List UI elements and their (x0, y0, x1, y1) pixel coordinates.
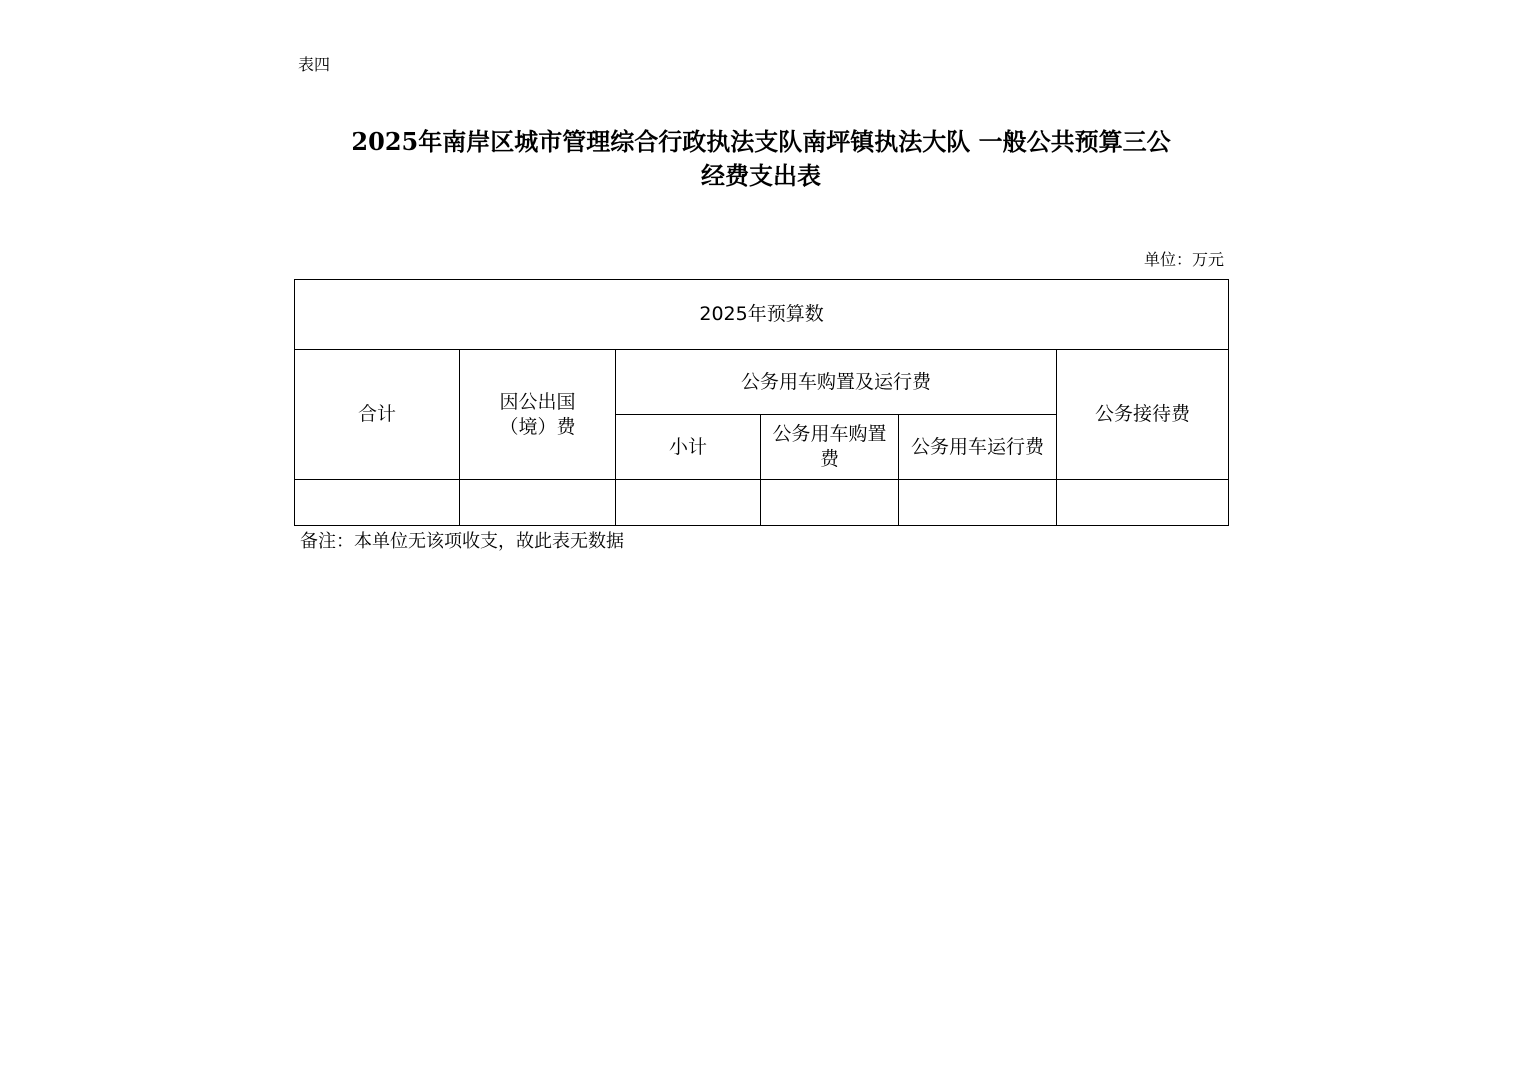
header-vehicle-group: 公务用车购置及运行费 (616, 350, 1057, 415)
data-cell-subtotal (616, 480, 761, 526)
table-header-row-top (295, 280, 1229, 350)
document-title (296, 125, 1226, 193)
header-vehicle-purchase-line1: 公务用车购置 (772, 423, 887, 445)
title-line-2: 经费支出表 (701, 161, 821, 190)
group-header-cell: 2025年预算数 (295, 280, 1229, 350)
header-abroad-line2: （境）费 (499, 415, 576, 438)
footnote: 备注：本单位无该项收支，故此表无数据 (300, 531, 624, 552)
table-number-label: 表四 (298, 55, 331, 74)
table-header-row-1 (295, 350, 1229, 415)
data-cell-vehicle-operation (899, 480, 1057, 526)
budget-table (294, 279, 1229, 526)
title-line-1: 2025年南岸区城市管理综合行政执法支队南坪镇执法大队 一般公共预算三公 (351, 127, 1171, 156)
header-vehicle-purchase (761, 415, 899, 480)
table-row (295, 480, 1229, 526)
header-reception-fee: 公务接待费 (1057, 350, 1229, 480)
header-subtotal: 小计 (616, 415, 761, 480)
unit-label: 单位：万元 (1143, 250, 1224, 269)
header-abroad-line1: 因公出国 (499, 390, 576, 413)
data-cell-total (295, 480, 460, 526)
data-cell-vehicle-purchase (761, 480, 899, 526)
header-abroad-fee (460, 350, 616, 480)
data-cell-abroad (460, 480, 616, 526)
header-total: 合计 (295, 350, 460, 480)
header-vehicle-purchase-line2: 费 (819, 448, 839, 470)
header-vehicle-operation: 公务用车运行费 (899, 415, 1057, 480)
data-cell-reception (1057, 480, 1229, 526)
